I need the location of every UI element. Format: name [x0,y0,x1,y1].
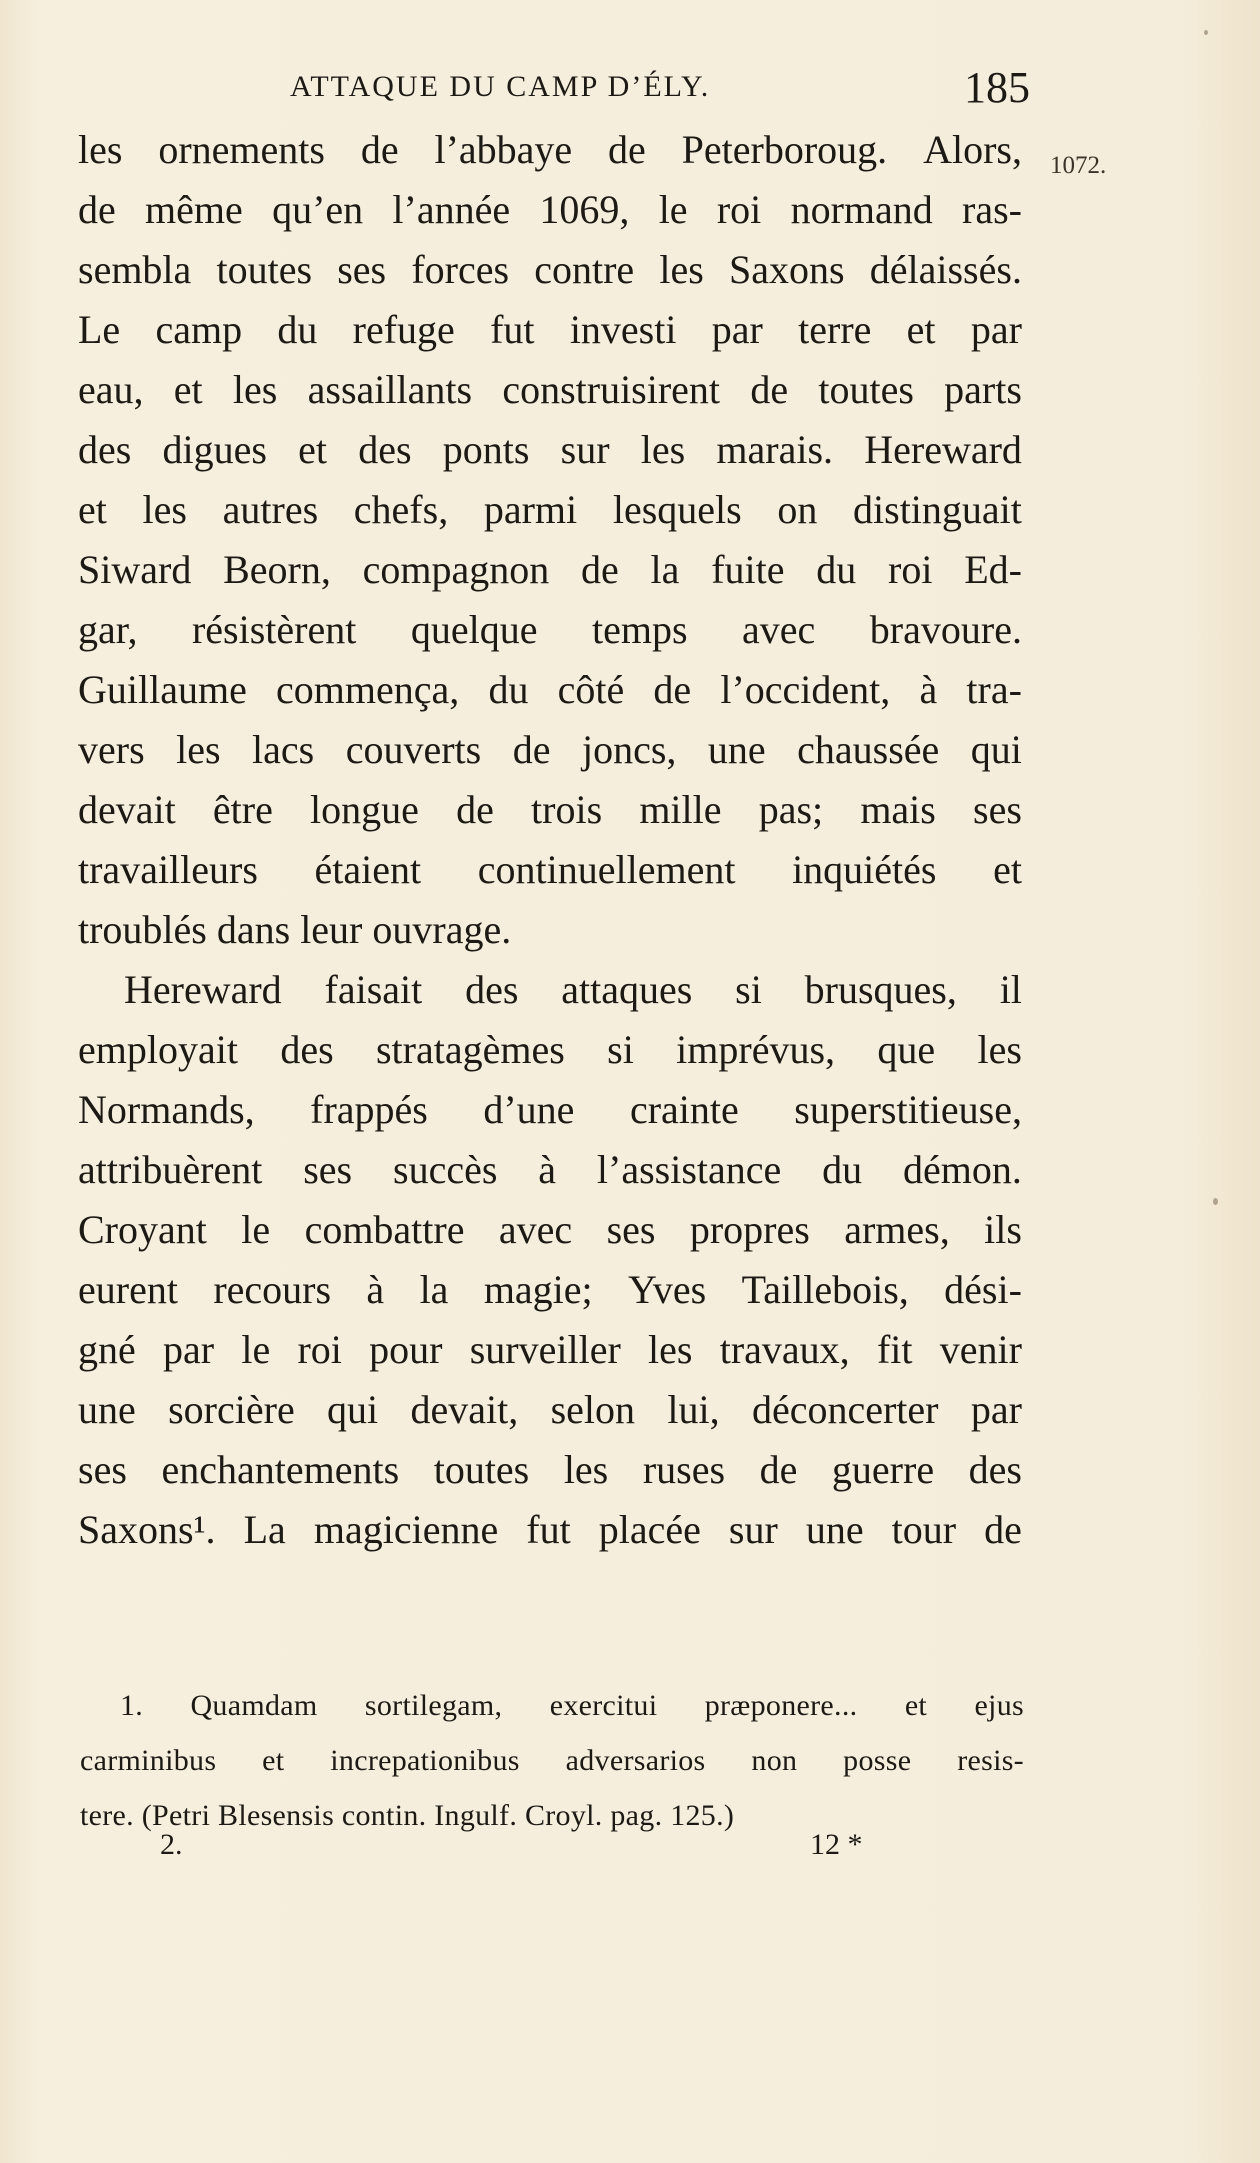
footnote [80,1678,1024,1843]
paper-speck [1213,1198,1218,1205]
sheet-mark: 12 * [810,1828,863,1861]
text-line: troublés dans leur ouvrage. [78,907,512,952]
text-line: employait des stratagèmes si imprévus, que les [78,1027,1022,1072]
volume-mark: 2. [160,1828,183,1861]
text-line: Saxons¹. La magicienne fut placée sur une tour de [78,1507,1022,1552]
text-line: et les autres chefs, parmi lesquels on distinguait [78,487,1022,532]
text-line: Siward Beorn, compagnon de la fuite du roi Ed- [78,547,1022,592]
text-line: eurent recours à la magie; Yves Taillebois, dési- [78,1267,1022,1312]
text-line: sembla toutes ses forces contre les Saxons délaissés. [78,247,1022,292]
text-line: travailleurs étaient continuellement inquiétés et [78,847,1022,892]
text-line: ses enchantements toutes les ruses de guerre des [78,1447,1022,1492]
running-title: ATTAQUE DU CAMP D’ÉLY. [290,70,711,103]
page-number: 185 [964,63,1030,112]
margin-year-note: 1072. [1050,152,1107,179]
text-line: Guillaume commença, du côté de l’occident, à tra- [78,667,1022,712]
text-line: Normands, frappés d’une crainte superstitieuse, [78,1087,1022,1132]
footnote-line: carminibus et increpationibus adversarios non posse resis- [80,1744,1024,1777]
text-line: gné par le roi pour surveiller les travaux, fit venir [78,1327,1022,1372]
text-line: Le camp du refuge fut investi par terre et par [78,307,1022,352]
printer-signature [160,1828,1020,1868]
paper-speck [1204,30,1208,35]
text-line: devait être longue de trois mille pas; mais ses [78,787,1022,832]
text-line: une sorcière qui devait, selon lui, déconcerter par [78,1387,1022,1432]
text-line: Croyant le combattre avec ses propres armes, ils [78,1207,1022,1252]
text-line: eau, et les assaillants construisirent de toutes parts [78,367,1022,412]
text-line: gar, résistèrent quelque temps avec bravoure. [78,607,1022,652]
text-line: attribuèrent ses succès à l’assistance du démon. [78,1147,1022,1192]
body-text [78,120,1022,1560]
footnote-line: 1. Quamdam sortilegam, exercitui præponere... et ejus [120,1689,1024,1722]
text-line: de même qu’en l’année 1069, le roi normand ras- [78,187,1022,232]
page-header [290,62,1030,122]
footnote-line: tere. (Petri Blesensis contin. Ingulf. Croyl. pag. 125.) [80,1799,735,1832]
text-line: Hereward faisait des attaques si brusques, il [124,967,1022,1012]
text-line: des digues et des ponts sur les marais. Hereward [78,427,1022,472]
text-line: les ornements de l’abbaye de Peterboroug. Alors, [78,127,1022,172]
text-line: vers les lacs couverts de joncs, une chaussée qui [78,727,1022,772]
